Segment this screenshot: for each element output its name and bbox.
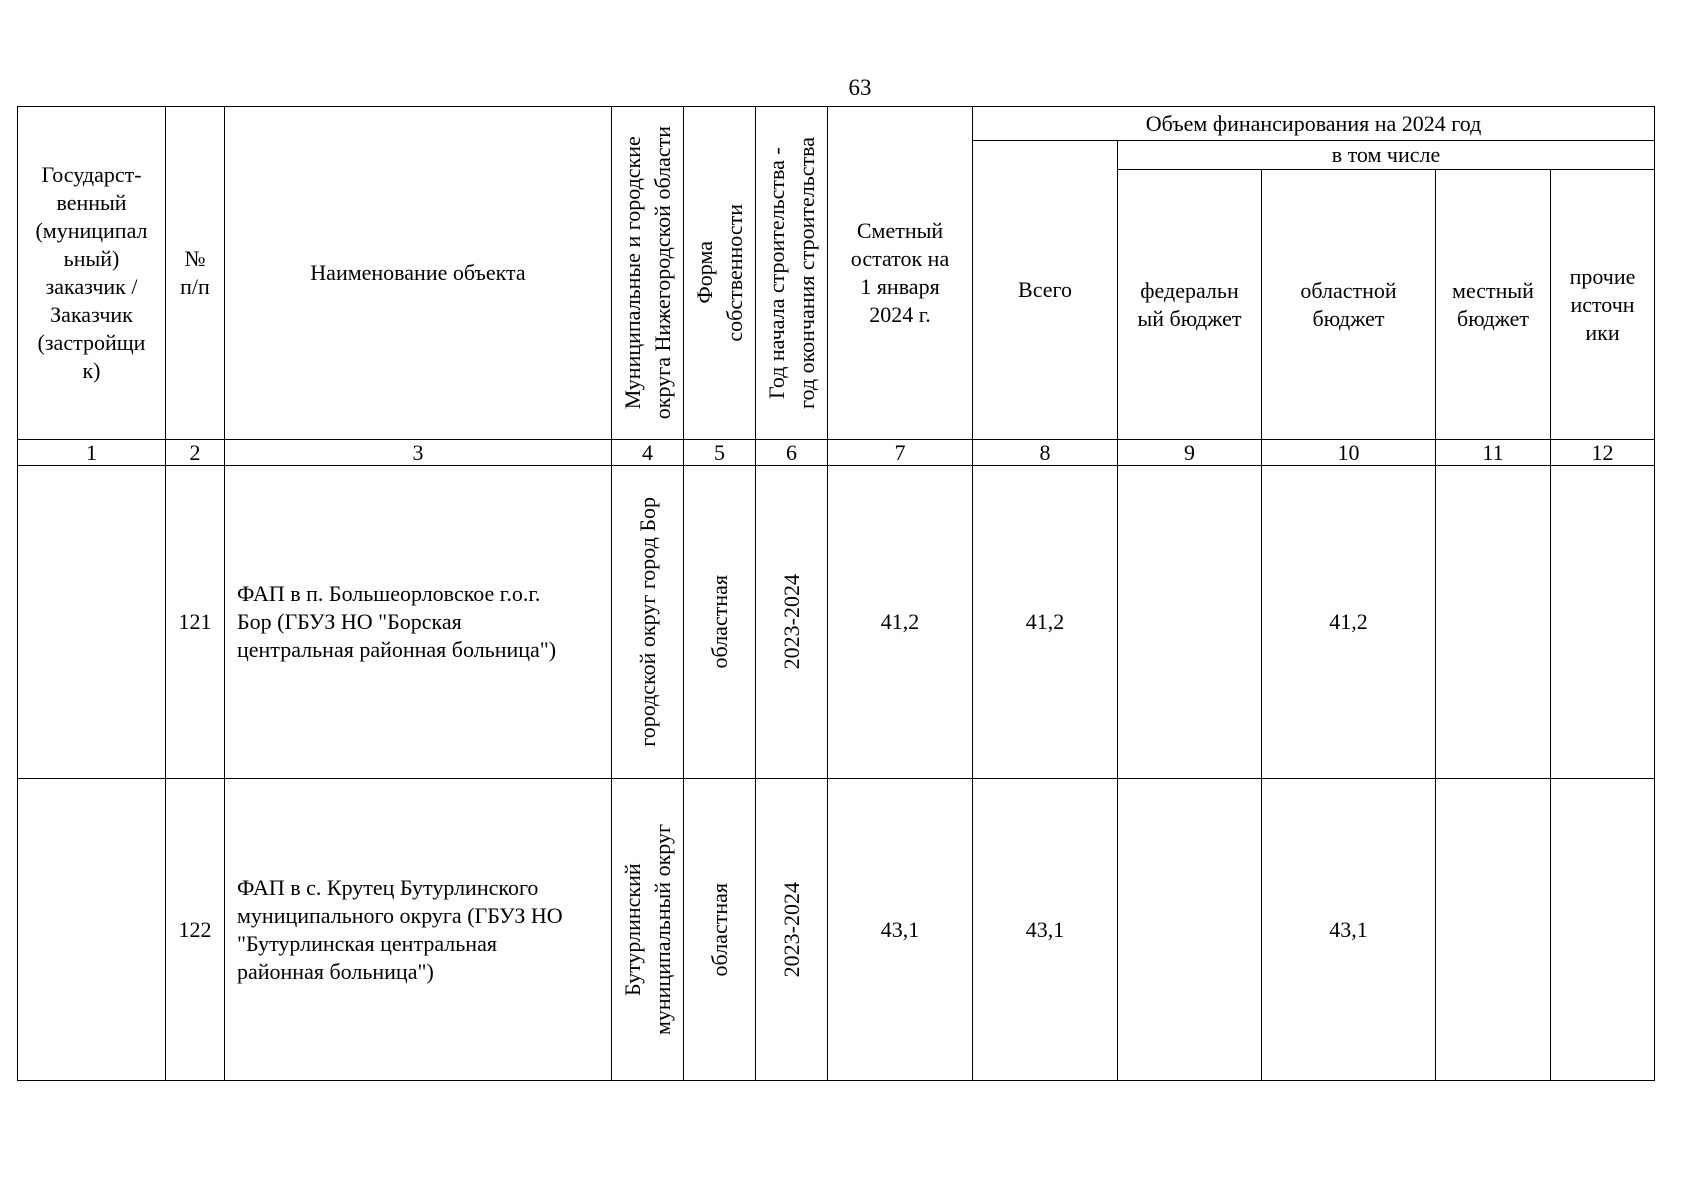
row-regional: 41,2 [1262,466,1436,779]
row-federal [1118,779,1262,1081]
row-object-name: ФАП в с. Крутец Бутурлинского муниципального округа (ГБУЗ НО "Бутурлинская центральная районная больница") [225,779,612,1081]
column-number: 6 [756,440,828,466]
row-customer [18,779,166,1081]
row-other [1551,779,1655,1081]
row-num: 122 [166,779,225,1081]
column-number: 4 [612,440,684,466]
row-num: 121 [166,466,225,779]
header-num: № п/п [166,107,225,440]
financing-table [17,106,1655,1081]
header-financing: Объем финансирования на 2024 год [973,107,1655,141]
header-local: местный бюджет [1436,170,1551,440]
column-number: 1 [18,440,166,466]
row-total: 41,2 [973,466,1118,779]
header-other: прочие источн ики [1551,170,1655,440]
header-ownership [684,107,756,440]
header-years [756,107,828,440]
row-municipality-text: городской округ город Бор [634,497,660,747]
row-municipality [612,779,684,1081]
row-regional: 43,1 [1262,779,1436,1081]
row-ownership-text: областная [706,575,732,669]
column-number-row [18,440,1655,466]
row-local [1436,466,1551,779]
header-regional: областной бюджет [1262,170,1436,440]
table-row [18,779,1655,1081]
column-number: 10 [1262,440,1436,466]
header-municipality-text: Муниципальные и городские округа Нижегородской области [619,126,675,420]
header-municipality [612,107,684,440]
row-local [1436,779,1551,1081]
row-years [756,779,828,1081]
column-number: 2 [166,440,225,466]
row-estimate: 43,1 [828,779,973,1081]
header-row-financing [18,107,1655,141]
column-number: 11 [1436,440,1551,466]
header-including: в том числе [1118,141,1655,170]
row-total: 43,1 [973,779,1118,1081]
row-years-text: 2023-2024 [778,574,804,670]
row-municipality [612,466,684,779]
header-name: Наименование объекта [225,107,612,440]
row-other [1551,466,1655,779]
header-estimate: Сметный остаток на 1 января 2024 г. [828,107,973,440]
column-number: 7 [828,440,973,466]
row-customer [18,466,166,779]
row-municipality-text: Бутурлинский муниципальный округ [619,823,675,1035]
row-years [756,466,828,779]
column-number: 3 [225,440,612,466]
row-object-name: ФАП в п. Большеорловское г.о.г. Бор (ГБУЗ НО "Борская центральная районная больница") [225,466,612,779]
header-total: Всего [973,141,1118,440]
header-years-text: Год начала строительства - год окончания строительства [763,137,819,409]
column-number: 12 [1551,440,1655,466]
header-ownership-text: Форма собственности [691,204,747,342]
row-federal [1118,466,1262,779]
row-ownership [684,779,756,1081]
column-number: 9 [1118,440,1262,466]
header-federal: федеральн ый бюджет [1118,170,1262,440]
column-number: 5 [684,440,756,466]
row-ownership [684,466,756,779]
page-number: 63 [848,75,872,100]
header-customer: Государст- венный (муниципал ьный) заказчик / Заказчик (застройщи к) [18,107,166,440]
row-estimate: 41,2 [828,466,973,779]
column-number: 8 [973,440,1118,466]
table-row [18,466,1655,779]
row-years-text: 2023-2024 [778,881,804,978]
row-ownership-text: областная [706,882,732,977]
